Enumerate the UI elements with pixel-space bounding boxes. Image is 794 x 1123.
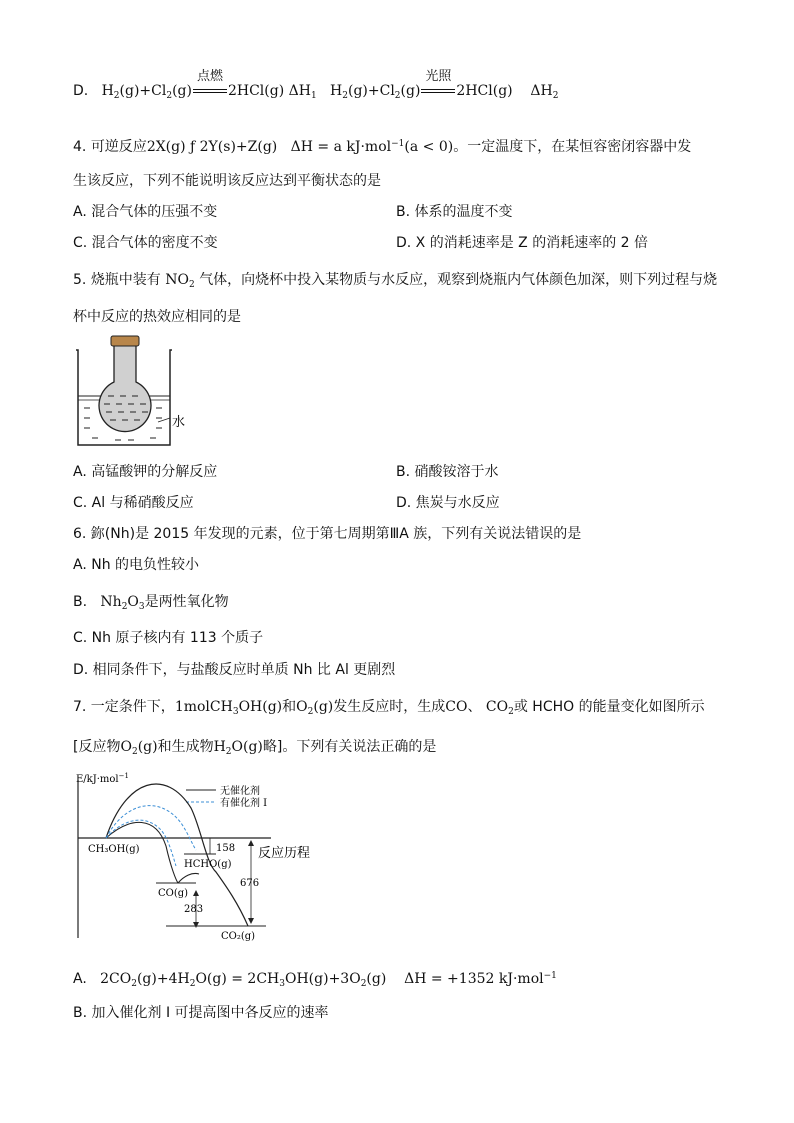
legend-dashed-label: 有催化剂 I [220, 798, 268, 809]
q3-d-dh2: ΔH [530, 83, 553, 99]
q6-option-a: A. Nh 的电负性较小 [73, 557, 200, 573]
flask-beaker-figure [70, 330, 200, 455]
q3-d-arrow1: 点燃 [192, 81, 228, 101]
q6-option-b: B. $Nh_2O_3$是两性氧化物 [73, 594, 229, 612]
co2-label: CO₂(g) [221, 931, 256, 942]
q4-stem-line1: 4. 可逆反应2X(g) ƒ 2Y(s)+Z(g) ΔH = a kJ·mol$^{-1}$(a < 0)。一定温度下，在某恒容密闭容器中发 [73, 139, 692, 155]
q7-option-a: A. $2CO_2(g)+4H_2O(g) = 2CH_3OH(g)+3O_2(g)$ ΔH = +1352 kJ·mol$^{-1}$ [73, 971, 557, 989]
q5-option-b: B. 硝酸铵溶于水 [396, 464, 499, 480]
q6-option-c: C. Nh 原子核内有 113 个质子 [73, 630, 264, 646]
q7-stem-line2: [反应物$O_2(g)$和生成物$H_2O(g)$略]。下列有关说法正确的是 [73, 739, 437, 757]
q7-stem-line1: 7. 一定条件下，1molCH$_3$OH(g)和$O_2(g)$发生反应时，生成CO、 $CO_2$或 HCHO 的能量变化如图所示 [73, 699, 705, 717]
x-axis-label: 反应历程 [258, 846, 311, 861]
q4-dh: ΔH = a kJ·mol [290, 139, 392, 155]
value-283: 283 [184, 904, 204, 915]
q4-option-d: D. X 的消耗速率是 Z 的消耗速率的 2 倍 [396, 235, 649, 251]
q4-option-b: B. 体系的温度不变 [396, 204, 513, 220]
q5-stem-line2: 杯中反应的热效应相同的是 [73, 309, 241, 325]
q6-option-d: D. 相同条件下，与盐酸反应时单质 Nh 比 Al 更剧烈 [73, 662, 396, 678]
q5-option-a: A. 高锰酸钾的分解反应 [73, 464, 218, 480]
co-label: CO(g) [158, 888, 189, 899]
q3-d-dh1: ΔH [288, 83, 311, 99]
q6-stem: 6. 鉨(Nh)是 2015 年发现的元素，位于第七周期第ⅢA 族，下列有关说法错误的是 [73, 526, 582, 542]
legend-solid-label: 无催化剂 [220, 786, 260, 797]
q4-equation: 2X(g) ƒ 2Y(s)+Z(g) [146, 139, 278, 155]
water-label: 水 [172, 415, 186, 430]
hcho-label: HCHO(g) [184, 859, 232, 870]
q3-option-d-label: D. [73, 83, 89, 99]
q3-d-eq1: $H_2(g)+Cl_2(g)$ [92, 83, 192, 101]
q5-option-d: D. 焦炭与水反应 [396, 495, 500, 511]
q4-stem-line2: 生该反应，下列不能说明该反应达到平衡状态的是 [73, 173, 381, 189]
energy-diagram [66, 768, 356, 943]
q3-option-d: D. $H_2(g)+Cl_2(g)$ 点燃 2HCl(g) $\Delta H_1$ $H_2(g)+Cl_2(g)$ 光照 2HCl(g) $\Delta H_2$ [73, 69, 559, 101]
value-676: 676 [240, 878, 260, 889]
q5-option-c: C. Al 与稀硝酸反应 [73, 495, 194, 511]
start-label: CH₃OH(g) [88, 844, 140, 855]
q4-option-a: A. 混合气体的压强不变 [73, 204, 218, 220]
q4-option-c: C. 混合气体的密度不变 [73, 235, 218, 251]
y-axis-label: E/kJ·mol$^{-1}$ [76, 772, 129, 785]
q3-d-arrow2: 光照 [420, 81, 456, 101]
value-158: 158 [216, 843, 236, 854]
q5-stem-line1: 5. 烧瓶中装有 $NO_2$ 气体，向烧杯中投入某物质与水反应，观察到烧瓶内气体颜色加深，则下列过程与烧 [73, 272, 718, 290]
q7-option-b: B. 加入催化剂 I 可提高图中各反应的速率 [73, 1005, 329, 1021]
